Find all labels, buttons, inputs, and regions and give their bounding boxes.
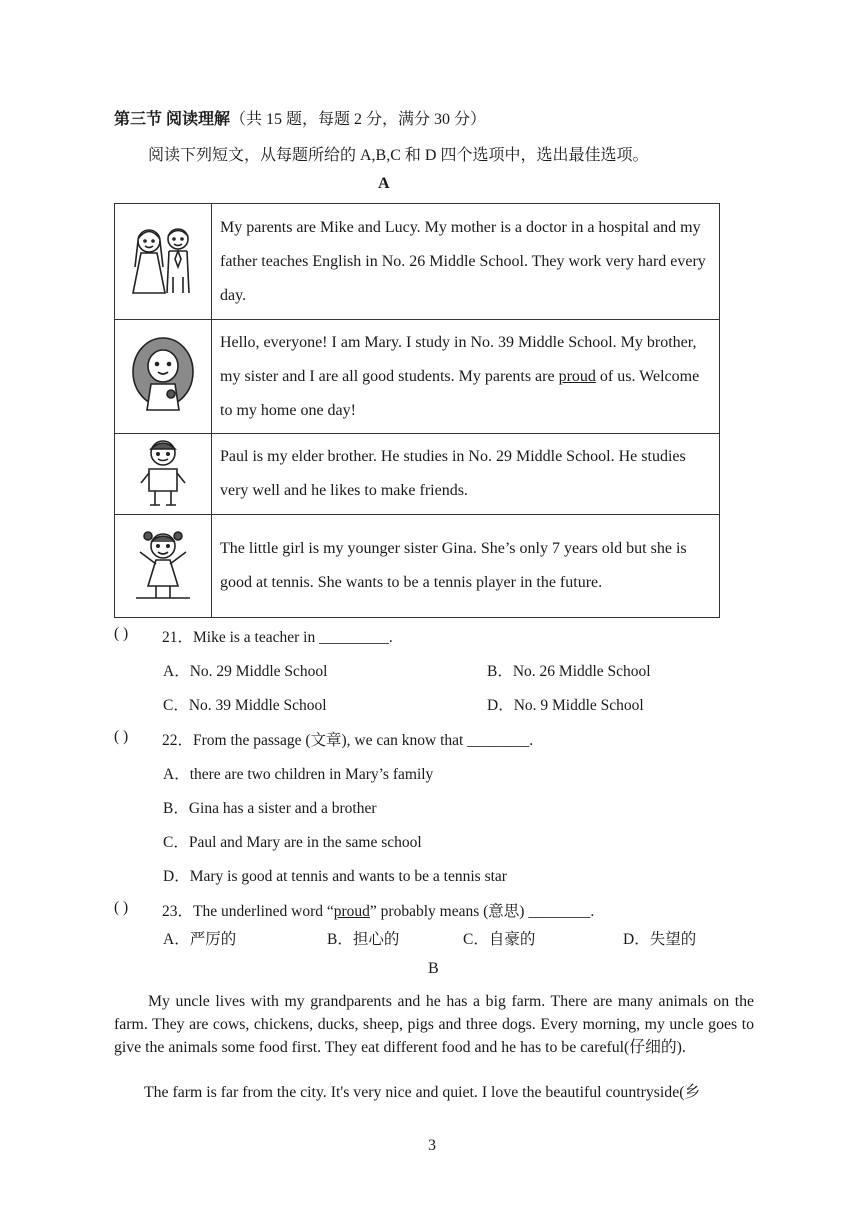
passage-b-paragraph-1: My uncle lives with my grandparents and he has a big farm. There are many animals on the farm. They are cows, chickens, ducks, sheep, pigs and three dogs. Every morning, my uncle goes to give the animals some food first. They eat different food and he has to be careful(仔细的). — [114, 993, 754, 1056]
question-21-option-a[interactable]: A．No. 29 Middle School — [163, 663, 328, 680]
table-row — [115, 515, 720, 618]
passage-a-table — [114, 203, 720, 618]
question-23-bracket: ( ) — [114, 899, 129, 916]
question-21-stem: 21．Mike is a teacher in _________. — [162, 629, 393, 646]
question-22-bracket: ( ) — [114, 728, 129, 745]
table-row — [115, 434, 720, 515]
couple-picture — [115, 204, 212, 320]
girl-picture-icon — [123, 332, 203, 416]
proud-underlined-word: proud — [558, 367, 596, 385]
question-21-option-b[interactable]: B．No. 26 Middle School — [487, 663, 651, 680]
question-23-stem — [162, 899, 594, 921]
question-23-stem-after: ” probably means (意思) ________. — [369, 903, 595, 920]
table-row — [115, 204, 720, 320]
question-23-option-c[interactable]: C．自豪的 — [463, 931, 536, 948]
section-title: 第三节 阅读理解 — [114, 111, 231, 128]
boy-picture — [115, 434, 212, 515]
question-22-option-d[interactable]: D．Mary is good at tennis and wants to be a tennis star — [163, 868, 507, 885]
little-girl-picture — [115, 515, 212, 618]
passage-a-row-2-text — [212, 320, 720, 434]
question-22-option-b[interactable]: B．Gina has a sister and a brother — [163, 800, 377, 817]
table-row — [115, 320, 720, 434]
passage-a-row-3-text: Paul is my elder brother. He studies in No. 29 Middle School. He studies very well and he likes to make friends. — [212, 434, 720, 515]
passage-a-label: A — [378, 175, 390, 192]
section-note: （共 15 题，每题 2 分，满分 30 分） — [230, 111, 487, 128]
question-22-stem: 22．From the passage (文章), we can know that ________. — [162, 732, 534, 749]
passage-a-row-4-text: The little girl is my younger sister Gina. She’s only 7 years old but she is good at tennis. She wants to be a tennis player in the future. — [212, 515, 720, 618]
question-23-underlined-word: proud — [333, 903, 370, 920]
question-23-option-d[interactable]: D．失望的 — [623, 931, 697, 948]
instruction: 阅读下列短文，从每题所给的 A,B,C 和 D 四个选项中，选出最佳选项。 — [148, 147, 649, 164]
question-22-option-c[interactable]: C．Paul and Mary are in the same school — [163, 834, 422, 851]
question-21-option-c[interactable]: C．No. 39 Middle School — [163, 697, 327, 714]
boy-picture-icon — [133, 435, 193, 509]
question-21-bracket: ( ) — [114, 625, 129, 642]
section-heading — [114, 106, 486, 129]
page-number: 3 — [428, 1137, 436, 1154]
row-2-text-before: Hello, everyone! I am Mary. I study in No. 39 Middle School. My brother, my sister and I are all good students. My parents are — [220, 333, 697, 385]
question-23-option-b[interactable]: B．担心的 — [327, 931, 400, 948]
couple-picture-icon — [123, 219, 203, 299]
little-girl-picture-icon — [128, 526, 198, 602]
girl-picture — [115, 320, 212, 434]
question-23-option-a[interactable]: A．严厉的 — [163, 931, 237, 948]
question-21-option-d[interactable]: D．No. 9 Middle School — [487, 697, 644, 714]
row-2-text-after: of us. Welcome to my home one day! — [220, 367, 700, 419]
passage-b-paragraph-2: The farm is far from the city. It's very nice and quiet. I love the beautiful countryside(乡 — [144, 1084, 701, 1101]
passage-b-label: B — [428, 960, 439, 977]
question-22-option-a[interactable]: A．there are two children in Mary’s family — [163, 766, 434, 783]
passage-a-row-1-text: My parents are Mike and Lucy. My mother is a doctor in a hospital and my father teaches English in No. 26 Middle School. They work very hard every day. — [212, 204, 720, 320]
question-23-stem-before: 23．The underlined word “ — [162, 903, 334, 920]
